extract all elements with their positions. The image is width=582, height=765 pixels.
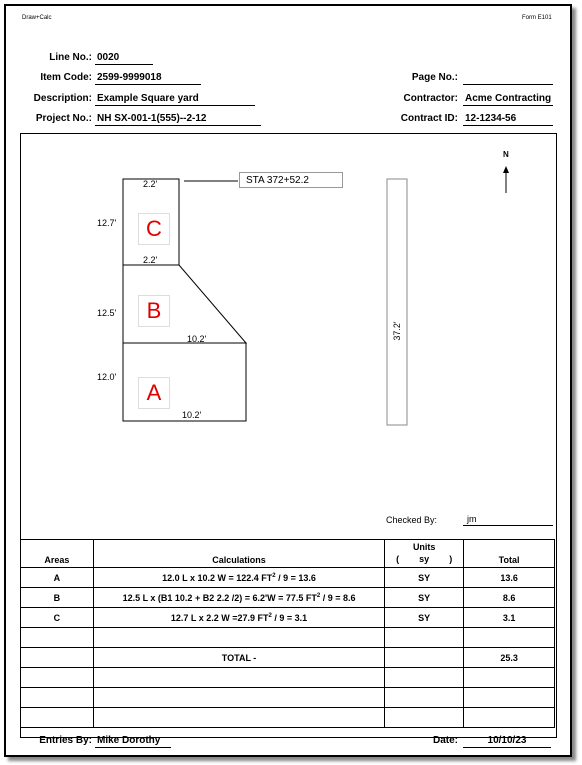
contractor-field[interactable]: Acme Contracting (465, 93, 552, 104)
entries-by-field[interactable]: Mike Dorothy (95, 734, 171, 748)
area-b-letter: B (138, 295, 170, 327)
page-no-label: Page No.: (411, 72, 458, 83)
header-units (385, 540, 464, 568)
line-no-label: Line No.: (49, 52, 92, 63)
calculations-table (20, 539, 555, 728)
table-row (21, 608, 555, 628)
row-unit[interactable]: SY (385, 608, 464, 628)
table-row-empty (21, 668, 555, 688)
project-no-label: Project No.: (35, 113, 92, 124)
entries-by-label: Entries By: (39, 735, 92, 746)
contract-id-field[interactable]: 12-1234-56 (463, 112, 553, 126)
description-label: Description: (33, 93, 92, 104)
area-b-length: 12.5' (97, 308, 117, 318)
row-area[interactable]: C (21, 608, 94, 628)
header-units-bottom: ( sy ) (396, 554, 453, 564)
line-no-field[interactable]: 0020 (95, 51, 153, 65)
table-total-row (21, 648, 555, 668)
table-header-row (21, 540, 555, 568)
contract-id-label: Contract ID: (400, 113, 458, 124)
strip-length: 37.2' (392, 321, 402, 341)
row-unit[interactable]: SY (385, 568, 464, 588)
item-code-label: Item Code: (40, 72, 92, 83)
description-field[interactable]: Example Square yard (95, 92, 255, 106)
table-row-empty (21, 688, 555, 708)
row-calculation[interactable]: 12.0 L x 10.2 W = 122.4 $FT^2 / 9 = 13.6$ (93, 568, 384, 588)
checked-by-label: Checked By: (386, 515, 438, 525)
area-a-bottom-width: 10.2' (182, 410, 202, 420)
row-calculation[interactable]: 12.7 L x 2.2 W =27.9 $FT^2 / 9 = 3.1$ (93, 608, 384, 628)
project-no-field[interactable]: NH SX-001-1(555)--2-12 (95, 112, 261, 126)
north-arrow-head (503, 166, 509, 173)
area-c-letter: C (138, 213, 170, 245)
header-calculations: Calculations (93, 540, 384, 568)
item-code-field[interactable]: 2599-9999018 (95, 71, 201, 85)
form-page (4, 4, 572, 757)
area-b-bottom-width: 10.2' (187, 334, 207, 344)
area-c-bottom-width: 2.2' (143, 255, 158, 265)
table-row-empty (21, 628, 555, 648)
area-c-top-width: 2.2' (143, 179, 158, 189)
total-label: TOTAL - (93, 648, 384, 668)
header-total: Total (464, 540, 555, 568)
table-row-empty (21, 708, 555, 728)
table-row (21, 568, 555, 588)
strip-shape (387, 179, 407, 425)
row-area[interactable]: B (21, 588, 94, 608)
table-row (21, 588, 555, 608)
area-a-length: 12.0' (97, 372, 117, 382)
app-label: Draw+Calc (22, 15, 52, 21)
checked-by-field[interactable]: jm (463, 514, 553, 526)
row-total[interactable]: 3.1 (464, 608, 555, 628)
north-label: N (503, 150, 509, 159)
date-label: Date: (432, 735, 458, 746)
row-area[interactable]: A (21, 568, 94, 588)
row-total[interactable]: 8.6 (464, 588, 555, 608)
header-areas: Areas (21, 540, 94, 568)
area-a-letter: A (138, 377, 170, 409)
station-label: STA 372+52.2 (239, 172, 343, 188)
total-value: 25.3 (464, 648, 555, 668)
row-unit[interactable]: SY (385, 588, 464, 608)
header-units-top: Units (412, 542, 436, 552)
contractor-label: Contractor: (403, 93, 458, 104)
row-total[interactable]: 13.6 (464, 568, 555, 588)
row-calculation[interactable]: 12.5 L x (B1 10.2 + B2 2.2 /2) = 6.2'W = 77.5 $FT^2 / 9 = 8.6$ (93, 588, 384, 608)
form-id: Form E101 (522, 15, 552, 21)
date-field[interactable]: 10/10/23 (463, 734, 551, 748)
area-c-length: 12.7' (97, 218, 117, 228)
